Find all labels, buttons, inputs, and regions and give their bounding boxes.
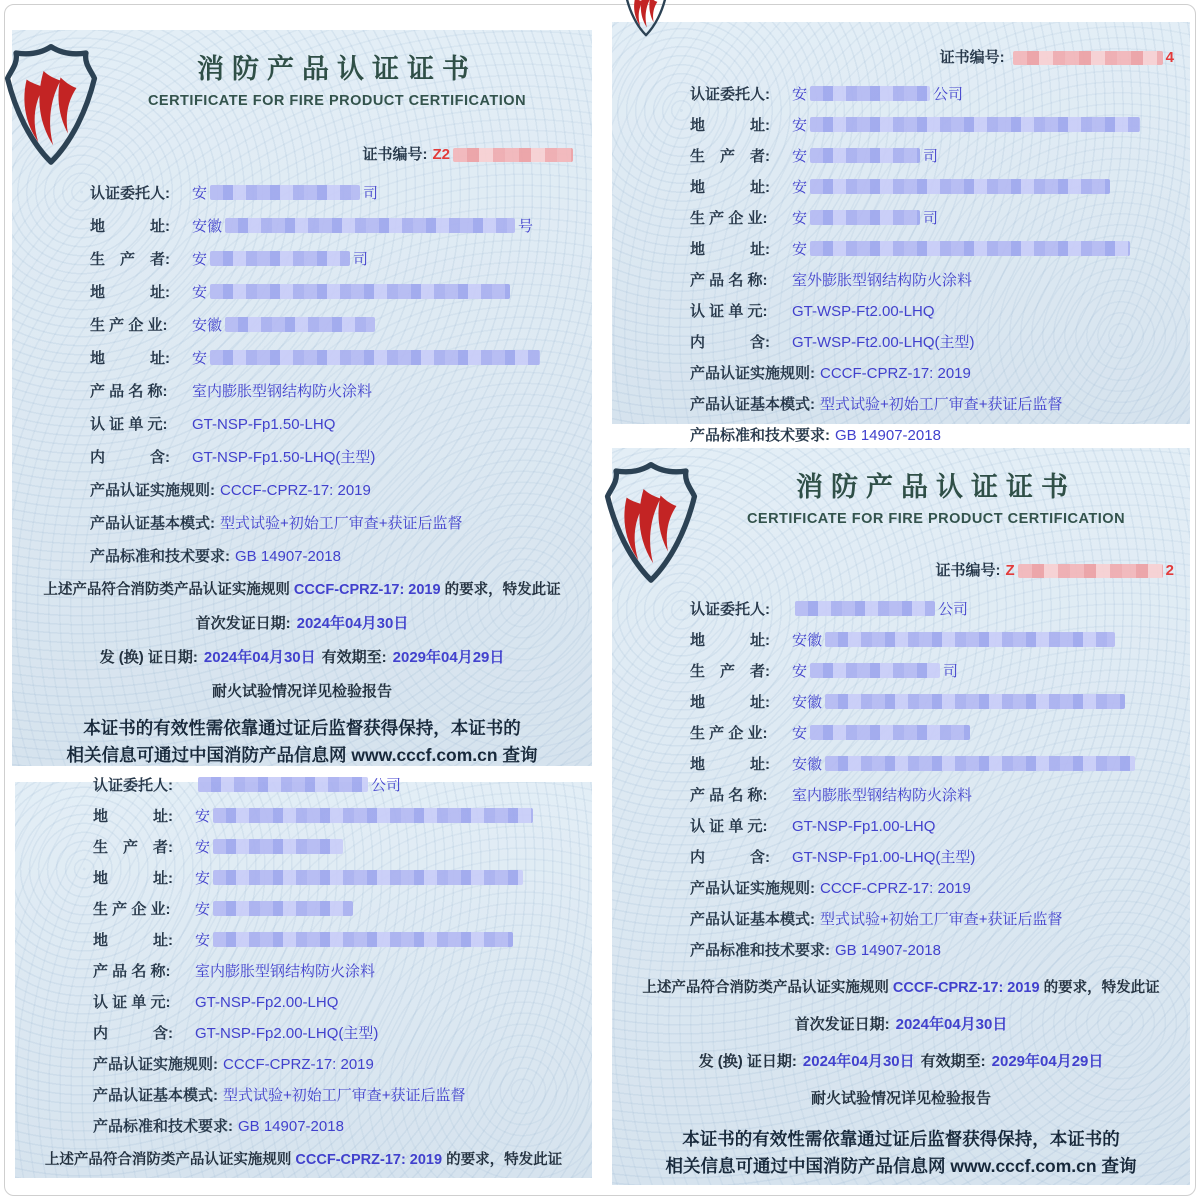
certificate-number-tail: 2 <box>1165 562 1174 579</box>
field-label: 认 证 单 元: <box>690 818 768 835</box>
field-label: 生 产 企 业: <box>93 901 171 918</box>
field-row <box>690 86 1180 104</box>
field-label: 地 址: <box>90 284 170 301</box>
field-value: 安 <box>792 117 1143 134</box>
field-label: 产品认证实施规则: <box>93 1056 218 1073</box>
field-row <box>690 241 1180 259</box>
first-issue-date-line: 首次发证日期: 2024年04月30日 <box>195 615 409 632</box>
field-value: 公司 <box>195 777 401 794</box>
field-label: 产品认证实施规则: <box>690 365 815 382</box>
field-row <box>90 185 582 203</box>
redacted-certificate-number <box>1013 51 1163 65</box>
redacted-certificate-number <box>453 148 573 162</box>
field-label: 地 址: <box>93 932 173 949</box>
redacted-certificate-number <box>1018 564 1163 578</box>
field-row <box>690 694 1180 712</box>
field-label: 产品认证基本模式: <box>93 1087 218 1104</box>
field-value: GT-NSP-Fp2.00-LHQ(主型) <box>195 1025 379 1042</box>
field-label: 产品认证基本模式: <box>690 911 815 928</box>
redacted-text <box>810 210 920 225</box>
field-row <box>90 284 582 302</box>
field-value: 安 司 <box>192 251 369 268</box>
field-label: 地 址: <box>690 117 770 134</box>
redacted-text <box>810 179 1110 194</box>
field-row <box>690 632 1180 650</box>
redacted-text <box>225 218 515 233</box>
field-value: GB 14907-2018 <box>238 1118 344 1135</box>
redacted-text <box>210 251 350 266</box>
field-value: 安 <box>195 808 536 825</box>
field-row <box>93 870 582 888</box>
field-value: GT-NSP-Fp1.00-LHQ(主型) <box>792 849 976 866</box>
field-value: GT-NSP-Fp1.50-LHQ(主型) <box>192 449 376 466</box>
certificate-number-lead: Z2 <box>432 146 450 163</box>
field-row <box>93 901 582 919</box>
field-value: GB 14907-2018 <box>235 548 341 565</box>
field-value: GT-WSP-Ft2.00-LHQ <box>792 303 935 320</box>
field-label: 产品标准和技术要求: <box>690 427 830 444</box>
certificate-number-label: 证书编号: <box>939 49 1005 66</box>
field-value: 安 司 <box>192 185 379 202</box>
redacted-text <box>825 756 1135 771</box>
field-label: 产 品 名 称: <box>90 383 168 400</box>
field-value: 安 <box>792 179 1113 196</box>
field-value: GB 14907-2018 <box>835 942 941 959</box>
field-label: 产品标准和技术要求: <box>690 942 830 959</box>
field-row <box>93 1087 582 1105</box>
field-rows <box>690 601 1180 960</box>
certificate-number-label: 证书编号: <box>362 146 428 163</box>
field-label: 地 址: <box>690 241 770 258</box>
field-row <box>690 210 1180 228</box>
redacted-text <box>810 725 970 740</box>
field-row <box>90 383 582 401</box>
field-row <box>90 515 582 533</box>
field-label: 认证委托人: <box>90 185 170 202</box>
field-value: CCCF-CPRZ-17: 2019 <box>820 880 971 897</box>
field-row <box>93 777 582 795</box>
field-row <box>690 601 1180 619</box>
certificate-number-tail: 4 <box>1165 49 1174 66</box>
field-row <box>90 548 582 566</box>
field-value: 安 <box>195 901 356 918</box>
field-row <box>690 427 1180 445</box>
field-row <box>690 725 1180 743</box>
field-row <box>93 1118 582 1136</box>
field-value: 型式试验+初始工厂审查+获证后监督 <box>220 515 463 532</box>
field-row <box>93 994 582 1012</box>
field-row <box>90 449 582 467</box>
field-label: 认证委托人: <box>93 777 173 794</box>
footer-line-2: 相关信息可通过中国消防产品信息网 www.cccf.com.cn 查询 <box>66 745 538 765</box>
field-label: 生 产 者: <box>690 148 770 165</box>
field-row <box>690 849 1180 867</box>
redacted-text <box>210 350 540 365</box>
issue-validity-date-line: 发 (换) 证日期: 2024年04月30日 有效期至: 2029年04月29日 <box>99 649 505 666</box>
field-label: 地 址: <box>93 870 173 887</box>
field-label: 产 品 名 称: <box>690 787 768 804</box>
field-label: 认证委托人: <box>690 601 770 618</box>
field-value: 安徽 号 <box>192 218 534 235</box>
footer-line-1: 本证书的有效性需依靠通过证后监督获得保持，本证书的 <box>83 718 521 738</box>
fire-test-note: 耐火试验情况详见检验报告 <box>211 683 392 700</box>
first-issue-date-line: 首次发证日期: 2024年04月30日 <box>794 1016 1008 1033</box>
field-label: 产品标准和技术要求: <box>90 548 230 565</box>
field-row <box>690 911 1180 929</box>
field-row <box>90 416 582 434</box>
field-row <box>690 663 1180 681</box>
certificate-header <box>712 470 1160 527</box>
field-row <box>690 272 1180 290</box>
field-label: 生 产 企 业: <box>690 725 768 742</box>
field-value: GT-NSP-Fp1.50-LHQ <box>192 416 336 433</box>
field-row <box>690 117 1180 135</box>
field-value: GT-NSP-Fp1.00-LHQ <box>792 818 936 835</box>
fire-shield-logo-icon <box>598 461 704 587</box>
field-row <box>90 218 582 236</box>
certificate-number-lead: Z <box>1005 562 1015 579</box>
field-row <box>690 787 1180 805</box>
field-value: 室内膨胀型钢结构防火涂料 <box>792 787 973 804</box>
field-value: GB 14907-2018 <box>835 427 941 444</box>
certificate-bottom-right <box>612 448 1190 1185</box>
field-value: 安 <box>195 839 346 856</box>
field-row <box>690 148 1180 166</box>
field-value: 安 <box>792 725 973 742</box>
redacted-text <box>810 86 930 101</box>
field-row <box>90 317 582 335</box>
footer-line-2: 相关信息可通过中国消防产品信息网 www.cccf.com.cn 查询 <box>665 1156 1137 1176</box>
certificate-header <box>112 52 562 109</box>
redacted-text <box>795 601 935 616</box>
field-row <box>690 334 1180 352</box>
field-row <box>93 808 582 826</box>
field-value: 安 <box>792 241 1133 258</box>
field-row <box>690 756 1180 774</box>
field-label: 地 址: <box>90 218 170 235</box>
field-label: 地 址: <box>690 694 770 711</box>
certificate-number-line <box>612 48 1174 68</box>
field-label: 内 含: <box>690 849 770 866</box>
fire-shield-logo-tip-icon <box>622 0 670 38</box>
field-label: 内 含: <box>93 1025 173 1042</box>
redacted-text <box>213 839 343 854</box>
conformity-statement: 上述产品符合消防类产品认证实施规则 CCCF-CPRZ-17: 2019 的要求，特发此证 <box>43 582 561 598</box>
certificate-title: 消防产品认证证书 <box>796 472 1076 502</box>
field-label: 产品认证实施规则: <box>90 482 215 499</box>
field-label: 地 址: <box>690 179 770 196</box>
redacted-text <box>210 284 510 299</box>
field-label: 生 产 者: <box>690 663 770 680</box>
field-row <box>690 303 1180 321</box>
field-rows <box>93 777 582 1136</box>
field-label: 生 产 企 业: <box>90 317 168 334</box>
field-row <box>93 1025 582 1043</box>
certificate-top-left <box>12 30 592 766</box>
field-row <box>93 839 582 857</box>
field-row <box>90 350 582 368</box>
field-rows <box>90 185 582 566</box>
field-value: CCCF-CPRZ-17: 2019 <box>223 1056 374 1073</box>
field-label: 认 证 单 元: <box>90 416 168 433</box>
redacted-text <box>810 241 1130 256</box>
redacted-text <box>810 148 920 163</box>
redacted-text <box>213 932 513 947</box>
field-row <box>690 365 1180 383</box>
field-value: 型式试验+初始工厂审查+获证后监督 <box>820 911 1063 928</box>
field-label: 产品标准和技术要求: <box>93 1118 233 1135</box>
redacted-text <box>210 185 360 200</box>
field-value: GT-WSP-Ft2.00-LHQ(主型) <box>792 334 975 351</box>
field-value: 安 司 <box>792 210 939 227</box>
field-value: 安 <box>195 932 516 949</box>
redacted-text <box>213 808 533 823</box>
certificate-footer <box>12 715 592 769</box>
field-value: 安 司 <box>792 148 939 165</box>
field-value: 安徽 <box>792 632 1118 649</box>
conformity-statement: 上述产品符合消防类产品认证实施规则 CCCF-CPRZ-17: 2019 的要求，特发此证 <box>642 980 1160 996</box>
field-rows <box>690 86 1180 445</box>
field-label: 内 含: <box>690 334 770 351</box>
redacted-text <box>198 777 368 792</box>
field-value: 安 公司 <box>792 86 964 103</box>
field-value: 公司 <box>792 601 968 618</box>
field-value: 安 <box>192 284 513 301</box>
field-value: CCCF-CPRZ-17: 2019 <box>820 365 971 382</box>
field-label: 内 含: <box>90 449 170 466</box>
field-row <box>93 932 582 950</box>
fire-test-note: 耐火试验情况详见检验报告 <box>810 1090 991 1107</box>
field-label: 地 址: <box>93 808 173 825</box>
field-label: 生 产 者: <box>93 839 173 856</box>
field-value: 型式试验+初始工厂审查+获证后监督 <box>820 396 1063 413</box>
field-label: 产品认证基本模式: <box>690 396 815 413</box>
field-label: 认 证 单 元: <box>690 303 768 320</box>
redacted-text <box>213 870 523 885</box>
field-value: 安 <box>195 870 526 887</box>
field-row <box>690 179 1180 197</box>
field-row <box>90 251 582 269</box>
certificate-top-right <box>612 22 1190 444</box>
field-row <box>690 942 1180 960</box>
conformity-statement: 上述产品符合消防类产品认证实施规则 CCCF-CPRZ-17: 2019 的要求，特发此证 <box>44 1152 563 1168</box>
certificate-subtitle: CERTIFICATE FOR FIRE PRODUCT CERTIFICATION <box>746 511 1126 527</box>
field-row <box>93 963 582 981</box>
field-value: 安徽 <box>192 317 378 334</box>
field-value: 型式试验+初始工厂审查+获证后监督 <box>223 1087 466 1104</box>
field-row <box>690 818 1180 836</box>
field-label: 产品认证基本模式: <box>90 515 215 532</box>
field-label: 生 产 企 业: <box>690 210 768 227</box>
field-label: 地 址: <box>690 632 770 649</box>
field-row <box>690 880 1180 898</box>
field-label: 地 址: <box>90 350 170 367</box>
field-label: 地 址: <box>690 756 770 773</box>
field-value: 室内膨胀型钢结构防火涂料 <box>195 963 376 980</box>
certificate-number-label: 证书编号: <box>935 562 1001 579</box>
footer-line-1: 本证书的有效性需依靠通过证后监督获得保持，本证书的 <box>682 1129 1120 1149</box>
field-row <box>690 396 1180 414</box>
certificate-subtitle: CERTIFICATE FOR FIRE PRODUCT CERTIFICATION <box>147 93 527 109</box>
issue-validity-date-line: 发 (换) 证日期: 2024年04月30日 有效期至: 2029年04月29日 <box>698 1053 1104 1070</box>
field-label: 认 证 单 元: <box>93 994 171 1011</box>
field-value: 安 司 <box>792 663 959 680</box>
field-value: CCCF-CPRZ-17: 2019 <box>220 482 371 499</box>
certificate-footer <box>612 1126 1190 1180</box>
field-row <box>93 1056 582 1074</box>
redacted-text <box>810 663 940 678</box>
redacted-text <box>825 632 1115 647</box>
field-value: 安 <box>192 350 543 367</box>
field-label: 生 产 者: <box>90 251 170 268</box>
redacted-text <box>810 117 1140 132</box>
fire-shield-logo-icon <box>0 43 104 169</box>
redacted-text <box>225 317 375 332</box>
field-value: 室外膨胀型钢结构防火涂料 <box>792 272 973 289</box>
redacted-text <box>213 901 353 916</box>
field-value: 室内膨胀型钢结构防火涂料 <box>192 383 373 400</box>
field-value: 安徽 <box>792 756 1138 773</box>
field-value: 安徽 <box>792 694 1128 711</box>
field-value: GT-NSP-Fp2.00-LHQ <box>195 994 339 1011</box>
field-label: 认证委托人: <box>690 86 770 103</box>
field-label: 产品认证实施规则: <box>690 880 815 897</box>
certificate-title: 消防产品认证证书 <box>197 54 477 84</box>
field-row <box>90 482 582 500</box>
certificate-bottom-left <box>15 777 592 1178</box>
field-label: 产 品 名 称: <box>690 272 768 289</box>
redacted-text <box>825 694 1125 709</box>
field-label: 产 品 名 称: <box>93 963 171 980</box>
